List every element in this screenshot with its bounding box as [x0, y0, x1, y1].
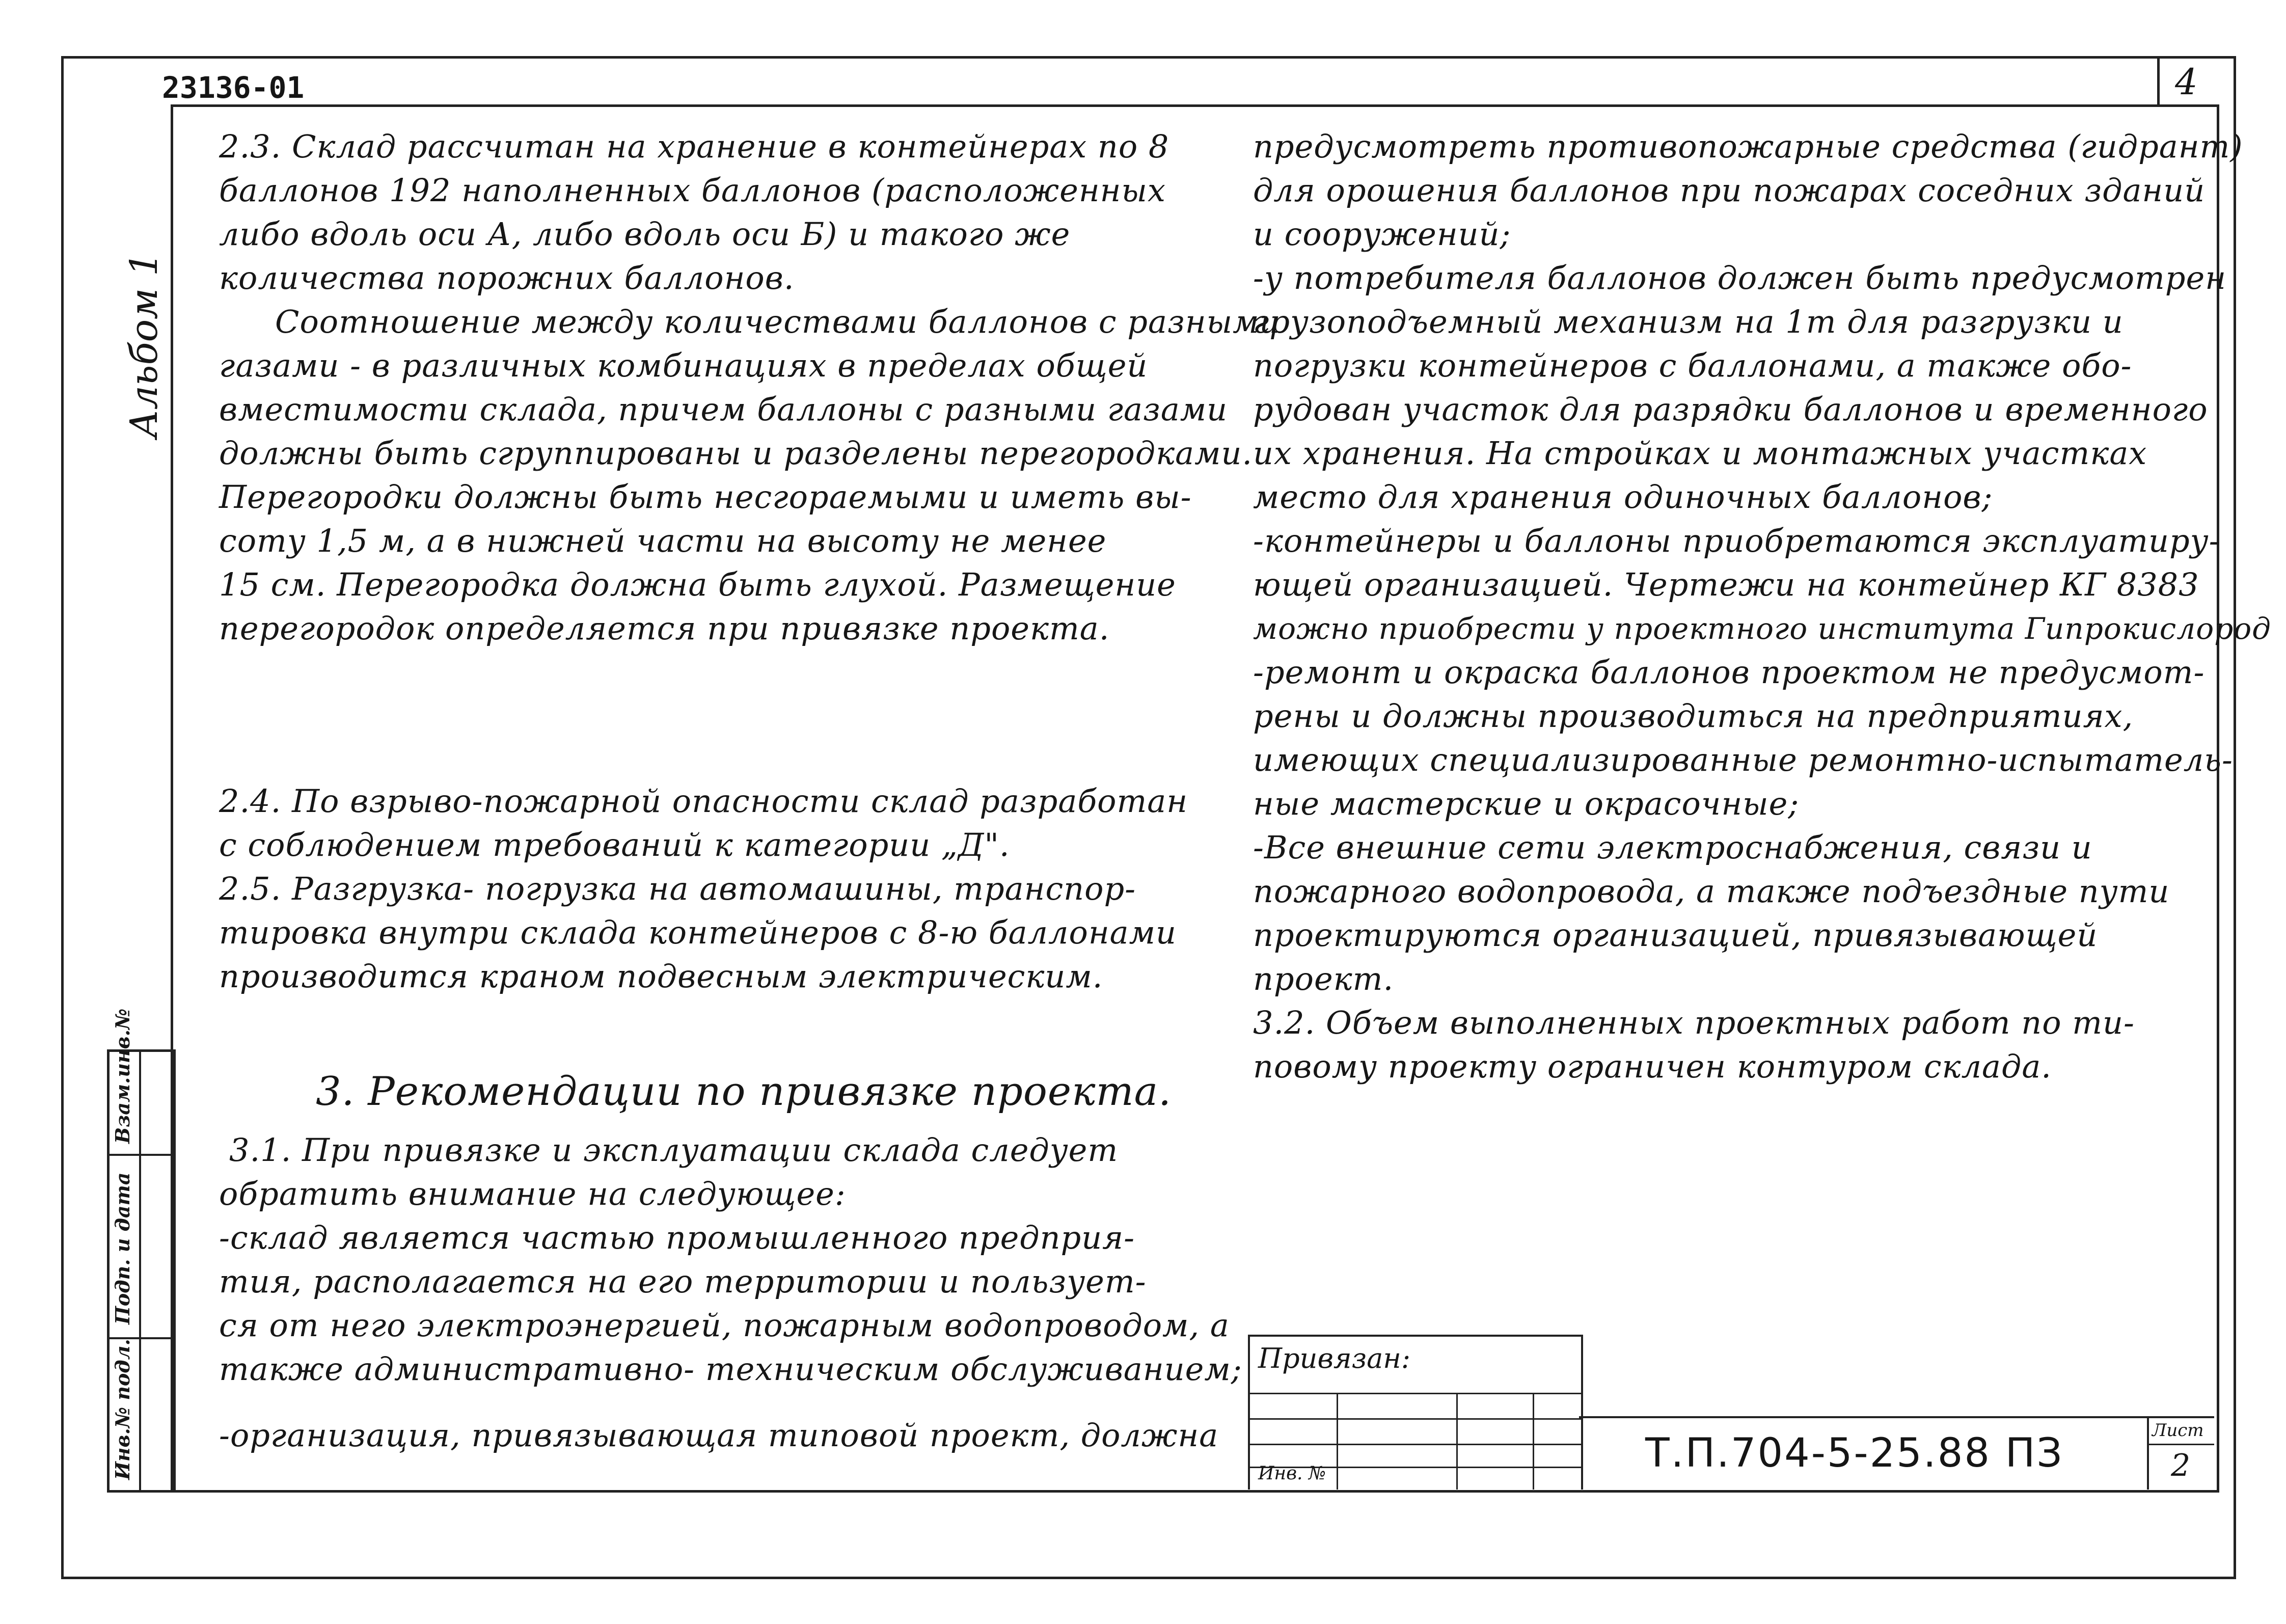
page-number-box: [2157, 56, 2160, 107]
left-line: также административно- техническим обслуживанием;: [219, 1350, 1242, 1388]
sheet-number: 2: [2171, 1448, 2191, 1483]
right-line: грузоподъемный механизм на 1т для разгрузки и: [1253, 303, 2124, 340]
left-line: обратить внимание на следующее:: [219, 1175, 846, 1212]
left-line: 2.4. По взрыво-пожарной опасности склад разработан: [219, 782, 1188, 820]
album-label: Альбом 1: [122, 252, 166, 438]
left-line: Соотношение между количествами баллонов с разными: [275, 303, 1281, 340]
right-line: -у потребителя баллонов должен быть предусмотрен: [1253, 259, 2227, 296]
right-line: для орошения баллонов при пожарах соседних зданий: [1253, 172, 2206, 209]
designation: Т.П.704-5-25.88 ПЗ: [1645, 1430, 2064, 1476]
left-line: должны быть сгруппированы и разделены перегородками.: [219, 435, 1253, 472]
right-line: пожарного водопровода, а также подъездные пути: [1253, 873, 2170, 910]
section-heading: 3. Рекомендации по привязке проекта.: [316, 1069, 1172, 1115]
left-line: ся от него электроэнергией, пожарным водопроводом, а: [219, 1307, 1230, 1344]
right-line: предусмотреть противопожарные средства (гидрант): [1253, 128, 2243, 165]
right-line: рены и должны производиться на предприятиях,: [1253, 697, 2134, 735]
left-line: вместимости склада, причем баллоны с разными газами: [219, 391, 1228, 428]
left-line: тировка внутри склада контейнеров с 8-ю баллонами: [219, 914, 1177, 951]
left-line: -организация, привязывающая типовой проект, должна: [219, 1417, 1219, 1454]
right-line: имеющих специализированные ремонтно-испытатель-: [1253, 741, 2233, 778]
stamp-inv-label: Инв.№ подл.: [111, 1339, 134, 1480]
left-line: Перегородки должны быть несгораемыми и иметь вы-: [219, 478, 1192, 516]
stamp-replace-label: Взам.инв.№: [111, 1008, 134, 1144]
left-line: -склад является частью промышленного предприя-: [219, 1219, 1135, 1256]
inv-label: Инв. №: [1258, 1463, 1326, 1484]
right-line: рудован участок для разрядки баллонов и временного: [1253, 391, 2208, 428]
page-number: 4: [2175, 61, 2198, 103]
right-line: повому проекту ограничен контуром склада.: [1253, 1048, 2052, 1085]
right-line: 3.2. Объем выполненных проектных работ по ти-: [1253, 1004, 2135, 1041]
right-line: и сооружений;: [1253, 215, 1511, 253]
right-line: место для хранения одиночных баллонов;: [1253, 478, 1993, 516]
left-line: перегородок определяется при привязке проекта.: [219, 610, 1110, 647]
stamp-sign-label: Подп. и дата: [111, 1172, 134, 1324]
left-line: 2.5. Разгрузка- погрузка на автомашины, транспор-: [219, 870, 1136, 907]
right-line: -Все внешние сети электроснабжения, связи и: [1253, 829, 2092, 866]
right-line: проектируются организацией, привязывающей: [1253, 916, 2098, 954]
left-line: производится краном подвесным электрическим.: [219, 958, 1103, 995]
left-line: 3.1. При привязке и эксплуатации склада следует: [229, 1131, 1119, 1169]
left-line: 15 см. Перегородка должна быть глухой. Размещение: [219, 566, 1176, 603]
right-line: погрузки контейнеров с баллонами, а также обо-: [1253, 347, 2132, 384]
right-line: их хранения. На стройках и монтажных участках: [1253, 435, 2147, 472]
right-line: ные мастерские и окрасочные;: [1253, 785, 1800, 822]
right-line: проект.: [1253, 960, 1394, 997]
left-line: либо вдоль оси А, либо вдоль оси Б) и такого же: [219, 215, 1071, 253]
left-line: 2.3. Склад рассчитан на хранение в контейнерах по 8: [219, 128, 1169, 165]
right-line: -ремонт и окраска баллонов проектом не предусмот-: [1253, 654, 2205, 691]
left-line: количества порожних баллонов.: [219, 259, 795, 296]
right-line: -контейнеры и баллоны приобретаются эксплуатиру-: [1253, 522, 2220, 559]
left-line: соту 1,5 м, а в нижней части на высоту не менее: [219, 522, 1107, 559]
left-line: газами - в различных комбинациях в пределах общей: [219, 347, 1148, 384]
right-line: ющей организацией. Чертежи на контейнер КГ 8383: [1253, 566, 2199, 603]
right-line: можно приобрести у проектного института Гипрокислород: [1253, 611, 2271, 646]
left-line: с соблюдением требований к категории „Д".: [219, 826, 1010, 863]
doc-code: 23136-01: [162, 70, 305, 105]
left-line: тия, располагается на его территории и пользует-: [219, 1263, 1147, 1300]
sheet-label: Лист: [2152, 1420, 2204, 1441]
tied-label: Привязан:: [1258, 1342, 1411, 1374]
left-line: баллонов 192 наполненных баллонов (расположенных: [219, 172, 1166, 209]
